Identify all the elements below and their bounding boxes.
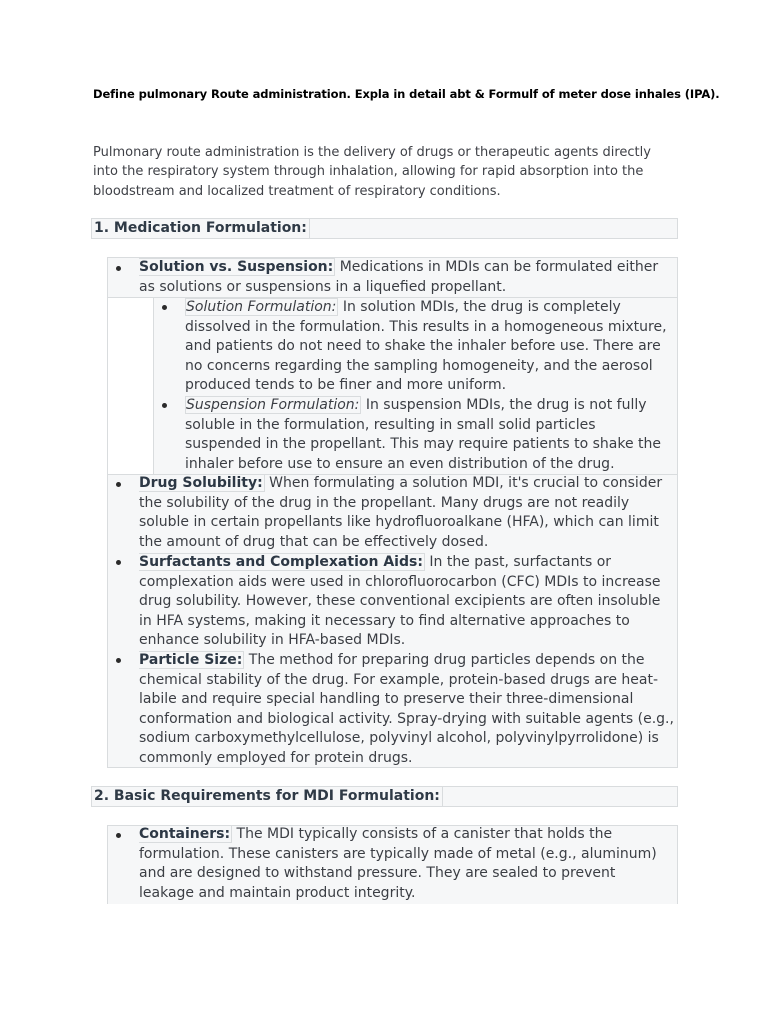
bullet-icon bbox=[162, 305, 167, 310]
bullet-icon bbox=[116, 560, 121, 565]
list-item: Drug Solubility: When formulating a solution MDI, it's crucial to consider the solubility of the drug in the propellant. Many drugs are not readily soluble in certain propellants like hydrofluoroalkane (HFA), which can limit the amount of drug that can be effectively dosed. bbox=[139, 475, 663, 550]
bullet-icon bbox=[116, 482, 121, 487]
bullet-icon bbox=[162, 403, 167, 408]
list-item: Solution vs. Suspension: Medications in MDIs can be formulated either as solutions or suspensions in a liquefied propellant. bbox=[139, 259, 659, 295]
divider bbox=[107, 297, 108, 475]
list-item: Particle Size: The method for preparing drug particles depends on the chemical stability of the drug. For example, protein-based drugs are heat-labile and require special handling to preserve their three-dimensional conformation and biological activity. Spray-drying with suitable agents (e.g., sodium carboxymethylcellulose, polyvinyl alcohol, polyvinylpyrrolidone) is commonly employed for protein drugs. bbox=[139, 652, 674, 766]
sub-list-item: Suspension Formulation: In suspension MDIs, the drug is not fully soluble in the formulation, resulting in small solid particles suspended in the propellant. This may require patients to shake the inhaler before use to ensure an even distribution of the drug. bbox=[185, 397, 662, 472]
question-title: Define pulmonary Route administration. Expla in detail abt & Formulf of meter dose inhales (IPA). bbox=[93, 87, 720, 101]
sub-list-item: Solution Formulation: In solution MDIs, the drug is completely dissolved in the formulation. This results in a homogeneous mixture, and patients do not need to shake the inhaler before use. There are no concerns regarding the sampling homogeneity, and the aerosol produced tends to be finer and more uniform. bbox=[185, 299, 667, 393]
list-item: Surfactants and Complexation Aids: In the past, surfactants or complexation aids were used in chlorofluorocarbon (CFC) MDIs to increase drug solubility. However, these conventional excipients are often insoluble in HFA systems, making it necessary to find alternative approaches to enhance solubility in HFA-based MDIs. bbox=[139, 554, 661, 648]
section-heading-medication-formulation: 1. Medication Formulation: bbox=[91, 218, 678, 239]
list-item: Containers: The MDI typically consists of a canister that holds the formulation. These canisters are typically made of metal (e.g., aluminum) and are designed to withstand pressure. They are sealed to prevent leakage and maintain product integrity. bbox=[139, 826, 657, 901]
intro-paragraph: Pulmonary route administration is the delivery of drugs or therapeutic agents directly into the respiratory system through inhalation, allowing for rapid absorption into the bloodstream and localized treatment of respiratory conditions. bbox=[93, 145, 651, 199]
section-heading-basic-requirements: 2. Basic Requirements for MDI Formulation: bbox=[91, 786, 678, 807]
bullet-icon bbox=[116, 833, 121, 838]
bullet-icon bbox=[116, 658, 121, 663]
bullet-icon bbox=[116, 266, 121, 271]
